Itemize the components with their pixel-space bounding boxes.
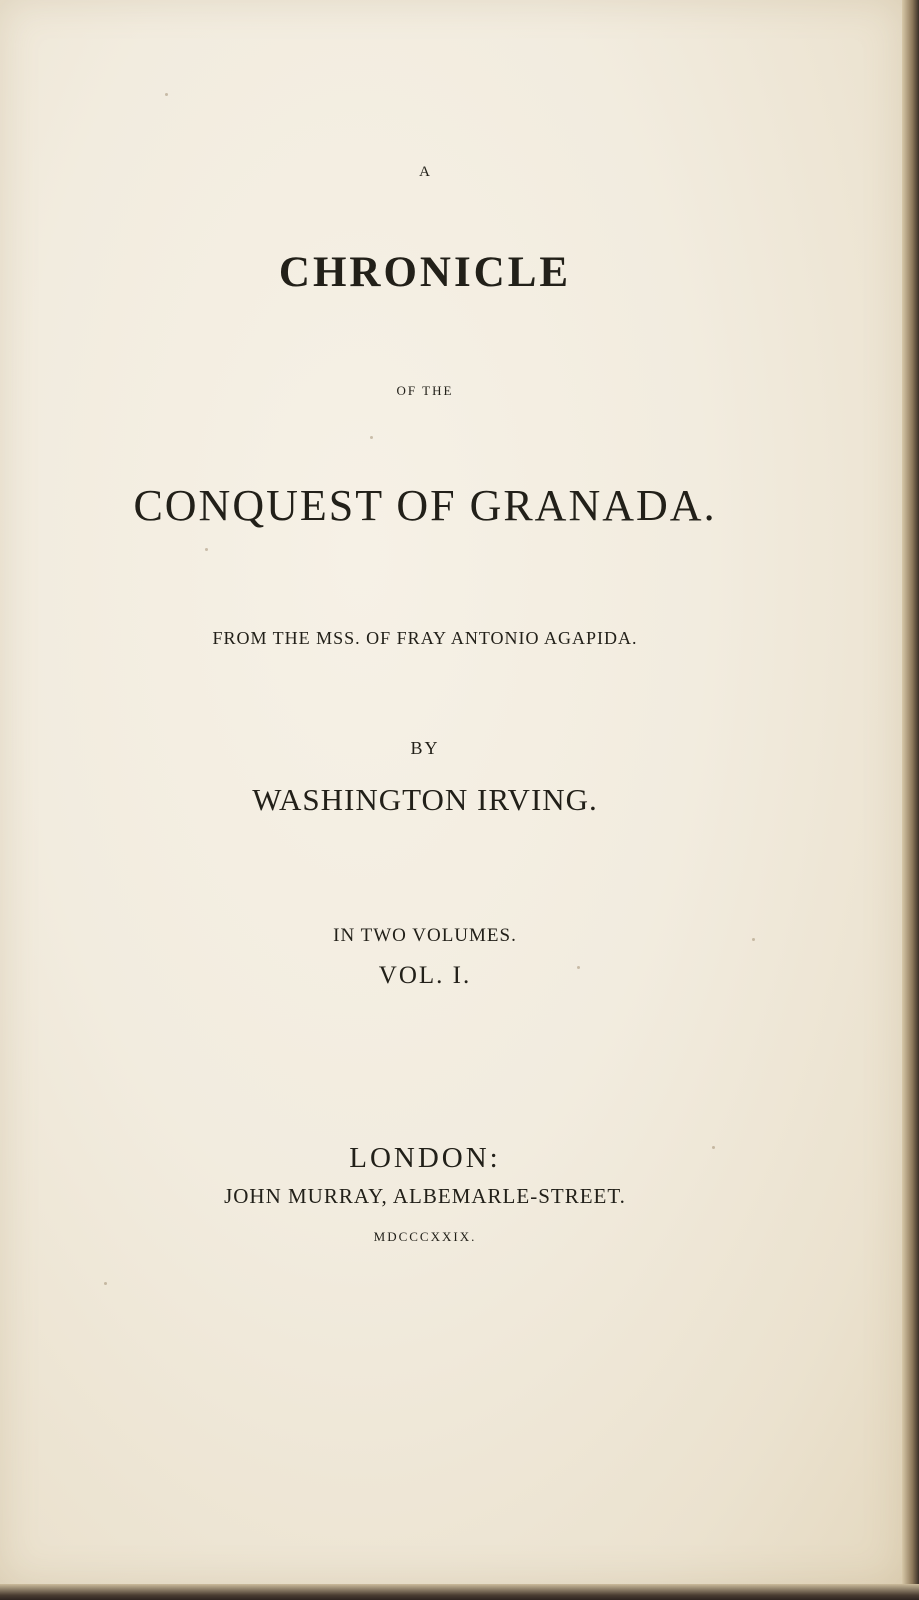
paper-speck: [205, 548, 208, 551]
title-article: A: [419, 164, 431, 180]
paper-speck: [104, 1282, 107, 1285]
paper-speck: [577, 966, 580, 969]
source-line: FROM THE MSS. OF FRAY ANTONIO AGAPIDA.: [212, 628, 638, 648]
publisher-line: JOHN MURRAY, ALBEMARLE-STREET.: [224, 1184, 626, 1208]
by-line: BY: [410, 738, 440, 758]
volume-count: IN TWO VOLUMES.: [333, 925, 517, 946]
page-edge-right: [902, 0, 919, 1600]
volume-number: VOL. I.: [378, 962, 472, 989]
paper-speck: [165, 93, 168, 96]
page-edge-bottom: [0, 1584, 919, 1600]
book-title: CHRONICLE: [278, 249, 572, 296]
publication-year: MDCCCXXIX.: [373, 1229, 477, 1244]
title-of-the: OF THE: [396, 383, 454, 398]
book-subject: CONQUEST OF GRANADA.: [133, 481, 717, 530]
paper-speck: [370, 436, 373, 439]
paper-speck: [712, 1146, 715, 1149]
paper-speck: [752, 938, 755, 941]
author-name: WASHINGTON IRVING.: [252, 782, 598, 817]
publication-place: LONDON:: [349, 1142, 501, 1174]
